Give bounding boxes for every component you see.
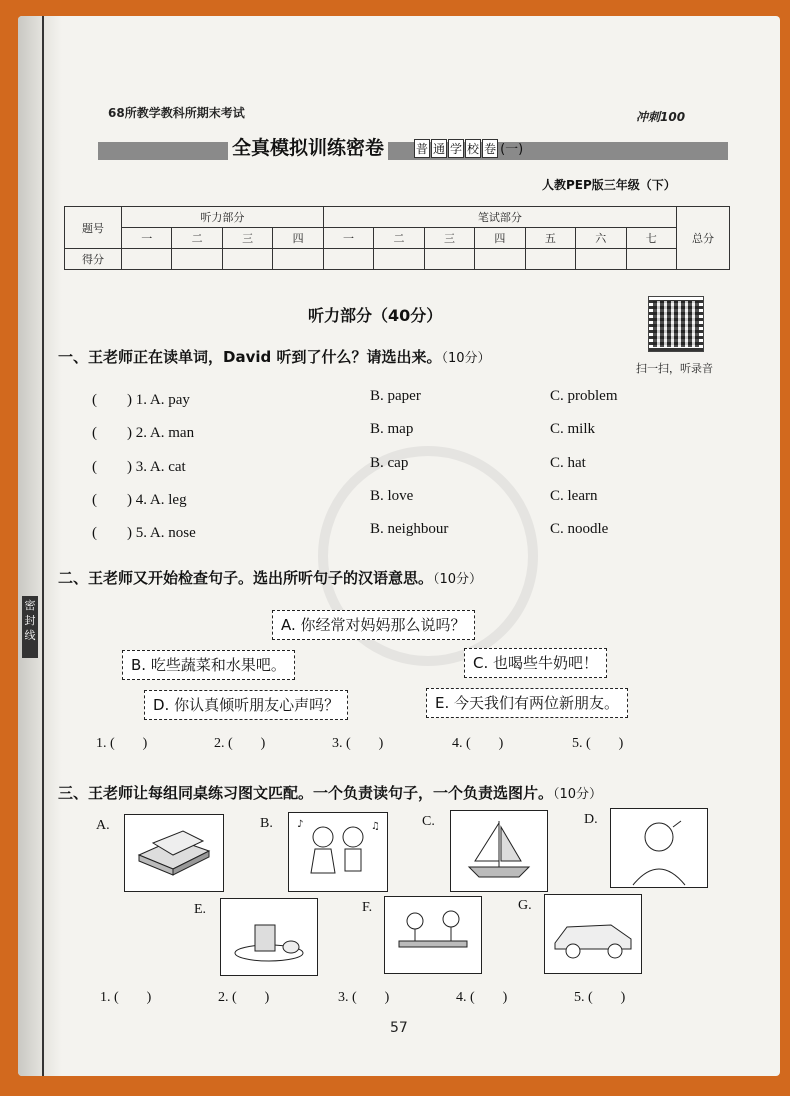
score-cell[interactable] bbox=[626, 249, 676, 270]
picture-friends-talking[interactable] bbox=[384, 896, 482, 974]
volume-label bbox=[414, 138, 525, 158]
q2-option-a: A. 你经常对妈妈那么说吗？ bbox=[272, 610, 475, 640]
exam-series: 68所教学教科所期末考试 bbox=[108, 106, 245, 120]
col-label: 三 bbox=[424, 228, 474, 249]
picture-boat[interactable] bbox=[450, 810, 548, 892]
boat-icon bbox=[451, 811, 547, 891]
col-label: 七 bbox=[626, 228, 676, 249]
q1-option-b: B. neighbour bbox=[370, 521, 449, 537]
section-title: 听力部分（40分） bbox=[308, 306, 443, 325]
binding-line bbox=[42, 16, 44, 1076]
picture-books[interactable] bbox=[124, 814, 224, 892]
q2-answer-2[interactable]: 2. ( ) bbox=[214, 736, 266, 751]
qr-code-icon[interactable] bbox=[648, 296, 704, 352]
col-label: 一 bbox=[122, 228, 172, 249]
q1-option-b: B. love bbox=[370, 488, 414, 504]
q3-title-text: 三、王老师让每组同桌练习图文匹配。一个负责读句子，一个负责选图片。 bbox=[58, 784, 554, 802]
q2-answer-4[interactable]: 4. ( ) bbox=[452, 736, 504, 751]
q3-answer-2[interactable]: 2. ( ) bbox=[218, 990, 270, 1005]
q1-option-c: C. problem bbox=[550, 388, 618, 404]
q3-label-b: B. bbox=[260, 816, 273, 831]
written-header: 笔试部分 bbox=[323, 207, 676, 228]
picture-boy-thinking[interactable] bbox=[610, 808, 708, 888]
q2-title-text: 二、王老师又开始检查句子。选出所听句子的汉语意思。 bbox=[58, 569, 434, 587]
volume-char: 卷 bbox=[482, 139, 498, 158]
q3-label-g: G. bbox=[518, 898, 532, 913]
score-table bbox=[64, 206, 730, 270]
q3-label-d: D. bbox=[584, 812, 598, 827]
q1-title bbox=[58, 346, 491, 367]
listening-header: 听力部分 bbox=[122, 207, 324, 228]
binding-spine bbox=[18, 16, 62, 1076]
grade-label: 人教PEP版三年级（下） bbox=[542, 178, 676, 192]
q2-option-d: D. 你认真倾听朋友心声吗？ bbox=[144, 690, 348, 720]
row-score-label: 得分 bbox=[65, 249, 122, 270]
score-cell[interactable] bbox=[525, 249, 575, 270]
sprint-badge: 冲刺100 bbox=[636, 110, 686, 124]
books-icon bbox=[125, 815, 223, 891]
q3-answer-1[interactable]: 1. ( ) bbox=[100, 990, 152, 1005]
q1-option-c: C. learn bbox=[550, 488, 598, 504]
exam-title: 全真模拟训练密卷 bbox=[228, 133, 388, 160]
q3-label-c: C. bbox=[422, 814, 435, 829]
q2-answer-5[interactable]: 5. ( ) bbox=[572, 736, 624, 751]
score-cell[interactable] bbox=[273, 249, 323, 270]
q3-answer-4[interactable]: 4. ( ) bbox=[456, 990, 508, 1005]
q1-item-1[interactable]: ( ) 1. A. pay bbox=[92, 392, 190, 408]
col-label: 六 bbox=[576, 228, 626, 249]
q2-points: （10分） bbox=[433, 572, 483, 587]
exam-page bbox=[18, 16, 780, 1076]
q2-option-c: C. 也喝些牛奶吧！ bbox=[464, 648, 607, 678]
title-bar bbox=[98, 142, 728, 160]
volume-char: 校 bbox=[465, 139, 481, 158]
food-icon bbox=[221, 899, 317, 975]
q3-title bbox=[58, 782, 602, 803]
q1-item-4[interactable]: ( ) 4. A. leg bbox=[92, 492, 187, 508]
col-label: 三 bbox=[222, 228, 272, 249]
q2-answer-3[interactable]: 3. ( ) bbox=[332, 736, 384, 751]
volume-char: 学 bbox=[448, 139, 464, 158]
q1-option-c: C. milk bbox=[550, 421, 596, 437]
q1-item-3[interactable]: ( ) 3. A. cat bbox=[92, 459, 186, 475]
col-label: 四 bbox=[273, 228, 323, 249]
kids-icon bbox=[289, 813, 387, 891]
volume-number: (一) bbox=[500, 142, 524, 157]
q1-option-b: B. cap bbox=[370, 455, 409, 471]
col-tihao: 题号 bbox=[65, 207, 122, 249]
scan-hint: 扫一扫，听录音 bbox=[636, 362, 713, 375]
svg-text:♫: ♫ bbox=[371, 821, 380, 832]
q3-label-e: E. bbox=[194, 902, 207, 917]
score-cell[interactable] bbox=[172, 249, 222, 270]
q1-item-5[interactable]: ( ) 5. A. nose bbox=[92, 525, 196, 541]
col-label: 四 bbox=[475, 228, 525, 249]
score-cell[interactable] bbox=[576, 249, 626, 270]
picture-car[interactable] bbox=[544, 894, 642, 974]
q2-option-e: E. 今天我们有两位新朋友。 bbox=[426, 688, 628, 718]
q2-option-b: B. 吃些蔬菜和水果吧。 bbox=[122, 650, 295, 680]
friends-icon bbox=[385, 897, 481, 973]
page-number: 57 bbox=[390, 1020, 408, 1036]
q2-answer-1[interactable]: 1. ( ) bbox=[96, 736, 148, 751]
score-cell[interactable] bbox=[374, 249, 424, 270]
score-cell[interactable] bbox=[424, 249, 474, 270]
q1-option-c: C. noodle bbox=[550, 521, 609, 537]
q3-label-f: F. bbox=[362, 900, 373, 915]
score-cell[interactable] bbox=[122, 249, 172, 270]
q1-option-b: B. map bbox=[370, 421, 414, 437]
q3-answer-3[interactable]: 3. ( ) bbox=[338, 990, 390, 1005]
q1-item-2[interactable]: ( ) 2. A. man bbox=[92, 425, 195, 441]
q1-option-b: B. paper bbox=[370, 388, 421, 404]
q1-title-text: 一、王老师正在读单词，David 听到了什么？请选出来。 bbox=[58, 348, 442, 366]
q2-title bbox=[58, 567, 482, 588]
score-cell[interactable] bbox=[475, 249, 525, 270]
col-label: 五 bbox=[525, 228, 575, 249]
score-cell[interactable] bbox=[323, 249, 373, 270]
boy-icon bbox=[611, 809, 707, 887]
total-header: 总分 bbox=[677, 207, 730, 270]
q3-points: （10分） bbox=[553, 787, 603, 802]
car-icon bbox=[545, 895, 641, 973]
q1-points: （10分） bbox=[441, 351, 491, 366]
picture-kids-dancing[interactable] bbox=[288, 812, 388, 892]
q1-option-c: C. hat bbox=[550, 455, 586, 471]
col-label: 一 bbox=[323, 228, 373, 249]
volume-char: 通 bbox=[431, 139, 447, 158]
q3-label-a: A. bbox=[96, 818, 110, 833]
q3-answer-5[interactable]: 5. ( ) bbox=[574, 990, 626, 1005]
svg-text:♪: ♪ bbox=[297, 819, 304, 830]
picture-breakfast[interactable] bbox=[220, 898, 318, 976]
seal-line-label: 密封线 bbox=[22, 596, 38, 658]
volume-char: 普 bbox=[414, 139, 430, 158]
score-cell[interactable] bbox=[222, 249, 272, 270]
col-label: 二 bbox=[374, 228, 424, 249]
col-label: 二 bbox=[172, 228, 222, 249]
